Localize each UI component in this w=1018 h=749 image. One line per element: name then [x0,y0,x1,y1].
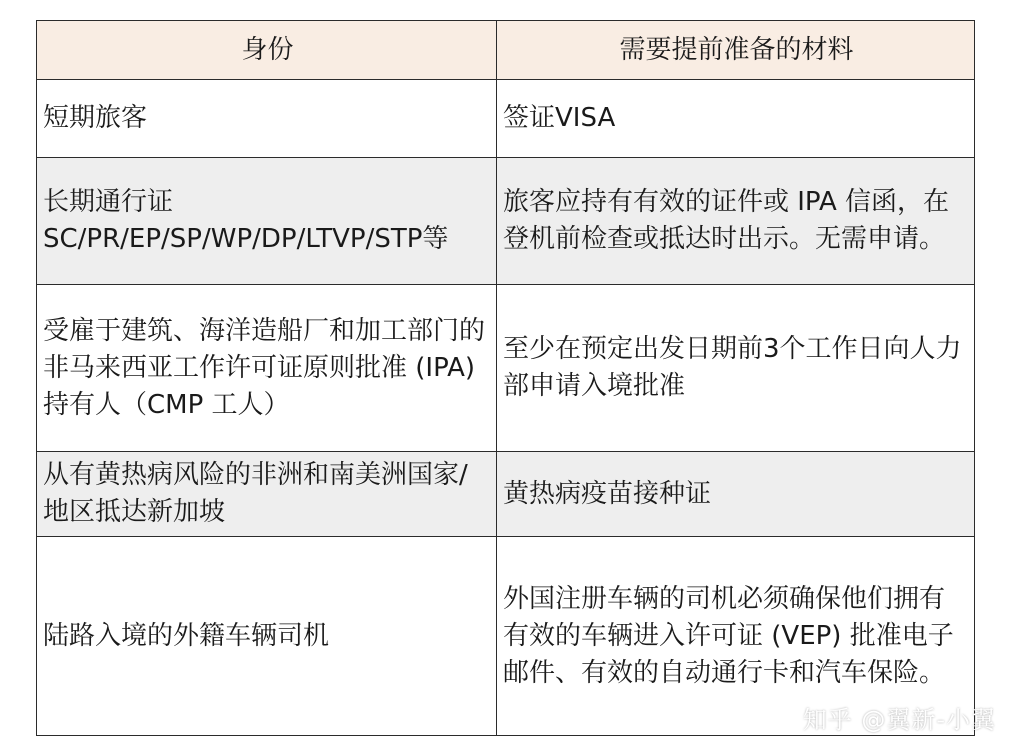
identity-cell: 从有黄热病风险的非洲和南美洲国家/地区抵达新加坡 [37,452,497,537]
header-identity: 身份 [37,21,497,80]
materials-cell: 黄热病疫苗接种证 [497,452,975,537]
requirements-table [36,20,975,736]
header-row [37,21,975,80]
header-materials: 需要提前准备的材料 [497,21,975,80]
watermark: 知乎 @翼新-小翼 [802,706,996,734]
materials-cell: 外国注册车辆的司机必须确保他们拥有有效的车辆进入许可证 (VEP) 批准电子邮件、有效的自动通行卡和汽车保险。 [497,537,975,736]
identity-cell: 陆路入境的外籍车辆司机 [37,537,497,736]
identity-cell: 短期旅客 [37,80,497,158]
materials-cell: 签证VISA [497,80,975,158]
materials-cell: 旅客应持有有效的证件或 IPA 信函，在登机前检查或抵达时出示。无需申请。 [497,158,975,285]
materials-cell: 至少在预定出发日期前3个工作日向人力部申请入境批准 [497,285,975,452]
table-row [37,452,975,537]
table-row [37,80,975,158]
identity-cell: 受雇于建筑、海洋造船厂和加工部门的非马来西亚工作许可证原则批准 (IPA) 持有人（CMP 工人） [37,285,497,452]
table-row [37,285,975,452]
table-row [37,158,975,285]
identity-cell: 长期通行证SC/PR/EP/SP/WP/DP/LTVP/STP等 [37,158,497,285]
